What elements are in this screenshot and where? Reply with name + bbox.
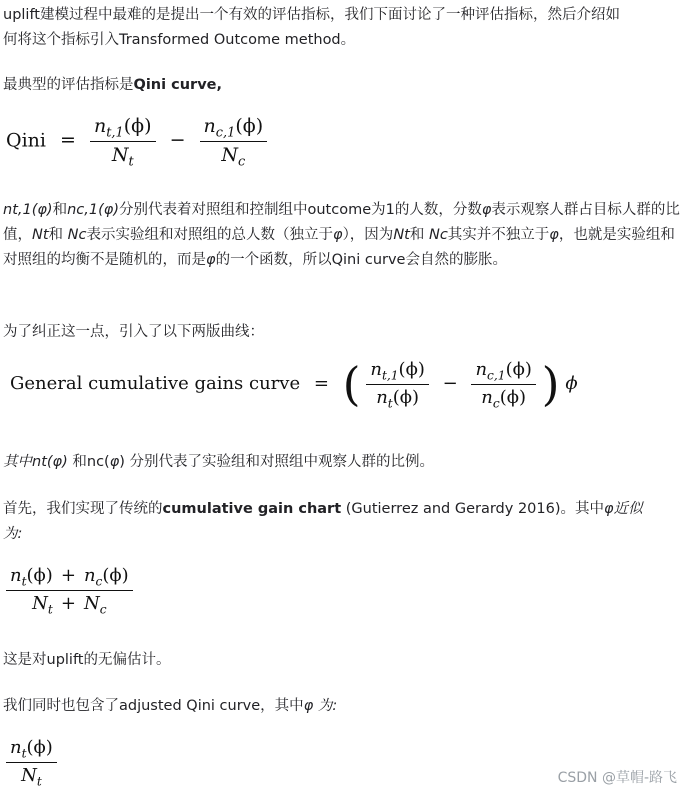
cgc-num-a-arg: (ϕ)	[26, 565, 53, 586]
explain-s4: ），因为	[342, 227, 394, 243]
intro-line-2: 何将这个指标引入Transformed Outcome method。	[3, 32, 356, 48]
gains-t2-num-sub: c,1	[487, 368, 506, 383]
explain-paragraph	[3, 198, 689, 273]
gains-t1-den-sub: t	[387, 395, 393, 410]
adjusted-paragraph	[3, 694, 689, 719]
explain-s1: 分别代表着对照组和控制组中outcome为1的人数，分数	[118, 202, 482, 218]
adjusted-wei: 为:	[313, 698, 338, 714]
var-Nc-1: Nc	[67, 227, 87, 243]
var-nt-phi: nt(φ)	[32, 454, 68, 470]
cgc-num-b-sub: c	[95, 574, 103, 589]
qini-t2-den-sub: c	[238, 154, 246, 170]
gains-fraction-control	[471, 360, 535, 408]
qini-t2-num-arg: (ϕ)	[235, 115, 264, 137]
adjusted-phi: φ	[303, 698, 314, 714]
cgc-den-b: N	[83, 592, 100, 614]
explain-and-2: 和	[48, 227, 68, 243]
qini-fraction-control	[200, 115, 268, 170]
unbiased-note: 这是对uplift的无偏估计。	[3, 652, 171, 668]
cgc-prefix: 首先，我们实现了传统的	[3, 501, 163, 517]
explain-s6: ，也就是实验组和对照组的均衡不是随机的，而是	[3, 227, 675, 268]
gains-t1-num-sub: t,1	[381, 368, 399, 383]
adj-num: n	[10, 737, 22, 758]
gains-phi: ϕ	[565, 373, 578, 395]
explain-s5: 其实并不独立于	[447, 227, 550, 243]
cgc-wei: 为:	[3, 526, 23, 542]
qini-fraction-treatment	[90, 115, 156, 170]
qini-formula	[6, 115, 267, 170]
qini-formula-eq: =	[60, 129, 76, 152]
cgc-plus-2: +	[60, 592, 76, 614]
qini-t1-den-sub: t	[128, 154, 134, 170]
adj-num-sub: t	[21, 746, 27, 761]
gains-t2-den: n	[481, 386, 493, 408]
gains-t1-num: n	[370, 359, 382, 380]
ratio-note-paragraph	[3, 450, 689, 475]
gains-t2-num: n	[475, 359, 488, 380]
cgc-plus-1: +	[60, 565, 76, 586]
explain-phi-1: φ	[481, 202, 492, 218]
qini-t1-num: n	[93, 115, 107, 137]
cgc-den-b-sub: c	[99, 601, 107, 616]
gains-t1-den: n	[376, 386, 388, 408]
explain-phi-3: φ	[549, 227, 559, 243]
adj-num-arg: (ϕ)	[26, 737, 53, 758]
adj-den-sub: t	[36, 773, 42, 788]
ratio-note-phi: φ	[109, 454, 120, 470]
cgc-den-a-sub: t	[47, 601, 53, 616]
qini-formula-minus: −	[169, 129, 186, 152]
ratio-note-prefix: 其中	[3, 454, 32, 470]
qini-t1-num-arg: (ϕ)	[123, 115, 152, 137]
cgc-reference: (Gutierrez and Gerardy 2016)。其中	[341, 501, 605, 517]
var-Nc-2: Nc	[428, 227, 448, 243]
qini-formula-lhs: Qini	[6, 129, 46, 152]
cgc-fraction	[6, 566, 133, 614]
gains-right-paren: )	[541, 357, 560, 412]
cgc-num-b: n	[83, 565, 96, 586]
var-Nt-2: Nt	[393, 227, 410, 243]
correction-intro: 为了纠正这一点，引入了以下两版曲线：	[3, 324, 264, 340]
csdn-watermark: CSDN @草帽-路飞	[557, 770, 677, 786]
qini-t1-den: N	[111, 143, 129, 166]
ratio-note-mid1: 和nc(	[67, 454, 110, 470]
var-nt1: nt,1(φ)	[3, 202, 53, 218]
cgc-phi: φ	[604, 501, 614, 517]
adjusted-fraction	[6, 738, 57, 786]
gains-t1-den-arg: (ϕ)	[392, 386, 420, 408]
cgc-den-a: N	[32, 592, 48, 614]
cgc-num-a-sub: t	[21, 574, 27, 589]
var-nc1: nc,1(φ)	[67, 202, 119, 218]
cgc-approx: 近似	[613, 501, 643, 517]
gains-formula-lhs: General cumulative gains curve	[10, 373, 301, 395]
qini-t2-num: n	[203, 115, 216, 137]
explain-s7: 的一个函数，所以Qini curve会自然的膨胀。	[215, 252, 507, 268]
cgc-num-a: n	[10, 565, 22, 586]
cgc-term: cumulative gain chart	[162, 501, 342, 517]
explain-s3: 表示实验组和对照组的总人数（独立于	[86, 227, 333, 243]
var-Nt-1: Nt	[32, 227, 49, 243]
explain-phi-2: φ	[332, 227, 343, 243]
gains-t2-num-arg: (ϕ)	[505, 359, 532, 380]
adj-den: N	[21, 764, 37, 786]
gains-left-paren: (	[342, 357, 361, 412]
qini-t2-num-sub: c,1	[215, 125, 236, 141]
gains-curve-formula	[10, 357, 578, 412]
explain-s2: 表示观察人群占目标人群的比值，	[3, 202, 680, 243]
qini-t2-den: N	[221, 143, 239, 166]
qini-intro-text: 最典型的评估指标是	[3, 77, 134, 93]
adjusted-prefix: 我们同时也包含了adjusted Qini curve，其中	[3, 698, 304, 714]
ratio-note-mid2: ) 分别代表了实验组和对照组中观察人群的比例。	[119, 454, 435, 470]
cgc-num-b-arg: (ϕ)	[102, 565, 129, 586]
gains-formula-eq: =	[313, 373, 329, 395]
explain-phi-4: φ	[206, 252, 216, 268]
explain-and-3: 和	[409, 227, 429, 243]
intro-paragraph	[3, 3, 689, 53]
intro-line-1: uplift建模过程中最难的是提出一个有效的评估指标，我们下面讨论了一种评估指标，然后介绍如	[3, 7, 620, 23]
gains-t2-den-sub: c	[492, 395, 500, 410]
gains-formula-minus: −	[442, 373, 458, 395]
cgc-formula	[6, 566, 133, 614]
explain-and-1: 和	[52, 202, 68, 218]
gains-fraction-treatment	[366, 360, 429, 408]
gains-t1-num-arg: (ϕ)	[398, 359, 425, 380]
adjusted-formula	[6, 738, 57, 786]
qini-intro-paragraph	[3, 73, 689, 98]
qini-curve-term: Qini curve,	[133, 77, 223, 93]
cgc-paragraph	[3, 497, 689, 547]
qini-t1-num-sub: t,1	[106, 125, 124, 141]
gains-t2-den-arg: (ϕ)	[499, 386, 527, 408]
